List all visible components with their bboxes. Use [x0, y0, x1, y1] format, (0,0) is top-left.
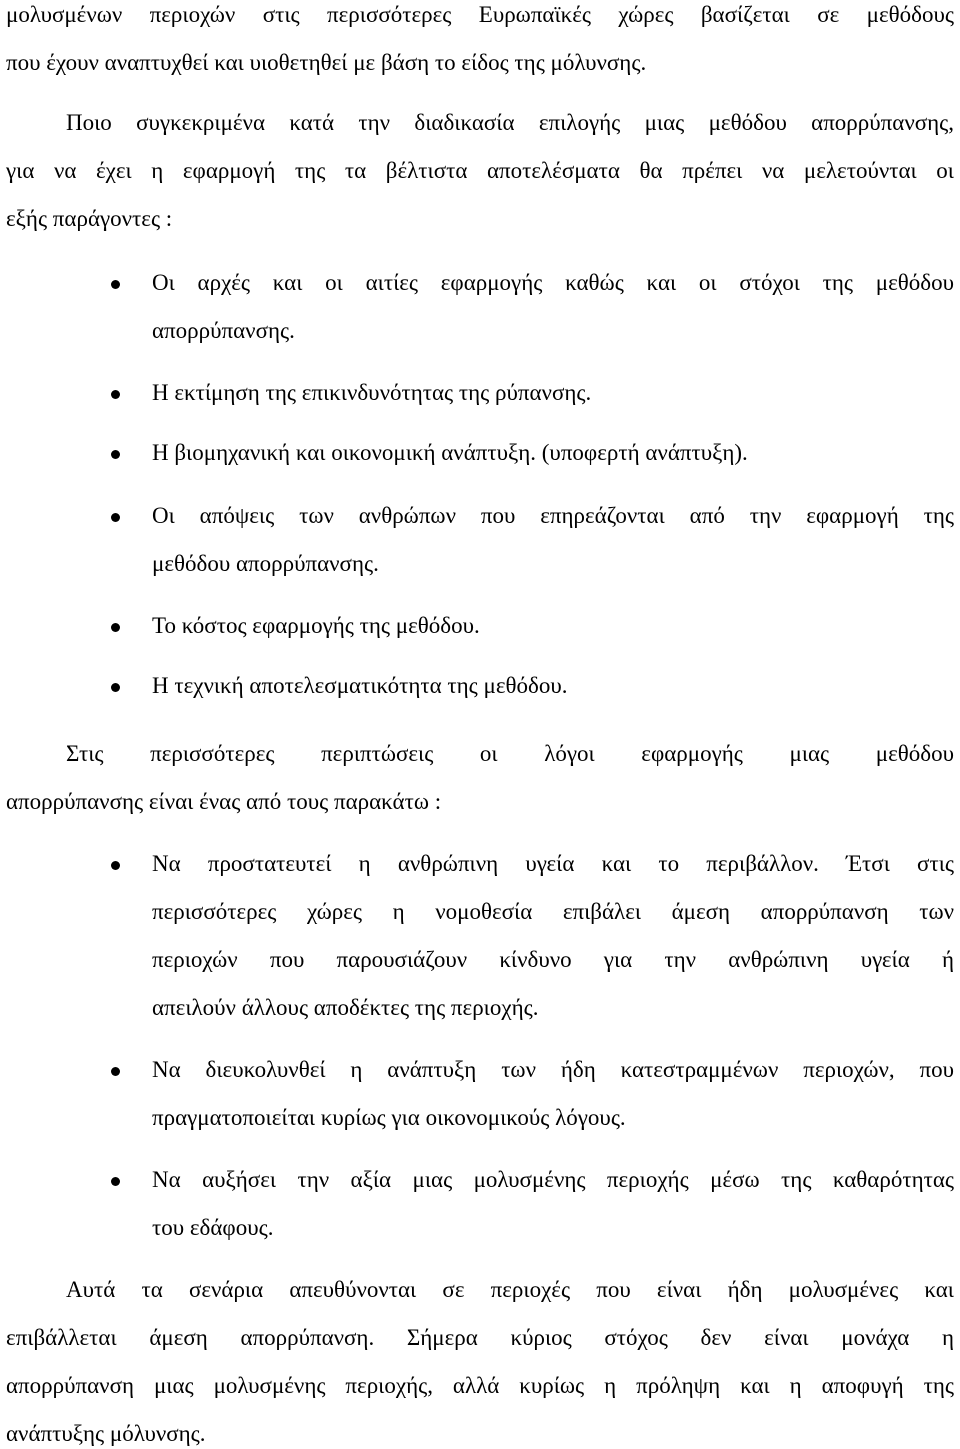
list-item: Η τεχνική αποτελεσματικότητα της μεθόδου. [152, 673, 568, 698]
list-item: Να αυξήσει την αξία μιας μολυσμένης περιοχής μέσω της καθαρότητας [152, 1167, 954, 1192]
list-item: Οι απόψεις των ανθρώπων που επηρεάζονται από την εφαρμογή της [152, 503, 954, 528]
list-item-continuation: απειλούν άλλους αποδέκτες της περιοχής. [152, 995, 539, 1020]
bullet-icon [111, 683, 120, 692]
paragraph-line: για να έχει η εφαρμογή της τα βέλτιστα αποτελέσματα θα πρέπει να μελετούνται οι [6, 158, 954, 183]
list-item: Η εκτίμηση της επικινδυνότητας της ρύπανσης. [152, 380, 592, 405]
list-item-continuation: μεθόδου απορρύπανσης. [152, 551, 379, 576]
paragraph-line: επιβάλλεται άμεση απορρύπανση. Σήμερα κύριος στόχος δεν είναι μονάχα η [6, 1325, 954, 1350]
paragraph-line: Ποιο συγκεκριμένα κατά την διαδικασία επιλογής μιας μεθόδου απορρύπανσης, [66, 110, 954, 135]
bullet-icon [111, 513, 120, 522]
paragraph-line: Στις περισσότερες περιπτώσεις οι λόγοι εφαρμογής μιας μεθόδου [66, 741, 954, 766]
list-item: Να διευκολυνθεί η ανάπτυξη των ήδη κατεστραμμένων περιοχών, που [152, 1057, 954, 1082]
bullet-icon [111, 861, 120, 870]
paragraph-line: απορρύπανσης είναι ένας από τους παρακάτω : [6, 789, 442, 814]
paragraph-line: εξής παράγοντες : [6, 206, 173, 231]
bullet-icon [111, 390, 120, 399]
list-item-continuation: περισσότερες χώρες η νομοθεσία επιβάλει άμεση απορρύπανση των [152, 899, 954, 924]
list-item-continuation: περιοχών που παρουσιάζουν κίνδυνο για την ανθρώπινη υγεία ή [152, 947, 954, 972]
bullet-icon [111, 1177, 120, 1186]
list-item: Η βιομηχανική και οικονομική ανάπτυξη. (υποφερτή ανάπτυξη). [152, 440, 748, 465]
list-item-continuation: του εδάφους. [152, 1215, 274, 1240]
paragraph-line: Αυτά τα σενάρια απευθύνονται σε περιοχές που είναι ήδη μολυσμένες και [66, 1277, 954, 1302]
bullet-icon [111, 623, 120, 632]
paragraph-line: απορρύπανση μιας μολυσμένης περιοχής, αλλά κυρίως η πρόληψη και η αποφυγή της [6, 1373, 954, 1398]
list-item: Να προστατευτεί η ανθρώπινη υγεία και το περιβάλλον. Έτσι στις [152, 851, 954, 876]
bullet-icon [111, 1067, 120, 1076]
list-item-continuation: απορρύπανσης. [152, 318, 295, 343]
paragraph-line: που έχουν αναπτυχθεί και υιοθετηθεί με βάση το είδος της μόλυνσης. [6, 50, 647, 75]
list-item-continuation: πραγματοποιείται κυρίως για οικονομικούς λόγους. [152, 1105, 626, 1130]
paragraph-line: μολυσμένων περιοχών στις περισσότερες Ευρωπαϊκές χώρες βασίζεται σε μεθόδους [6, 2, 954, 27]
paragraph-line: ανάπτυξης μόλυνσης. [6, 1421, 206, 1446]
list-item: Οι αρχές και οι αιτίες εφαρμογής καθώς και οι στόχοι της μεθόδου [152, 270, 954, 295]
list-item: Το κόστος εφαρμογής της μεθόδου. [152, 613, 480, 638]
bullet-icon [111, 450, 120, 459]
bullet-icon [111, 280, 120, 289]
